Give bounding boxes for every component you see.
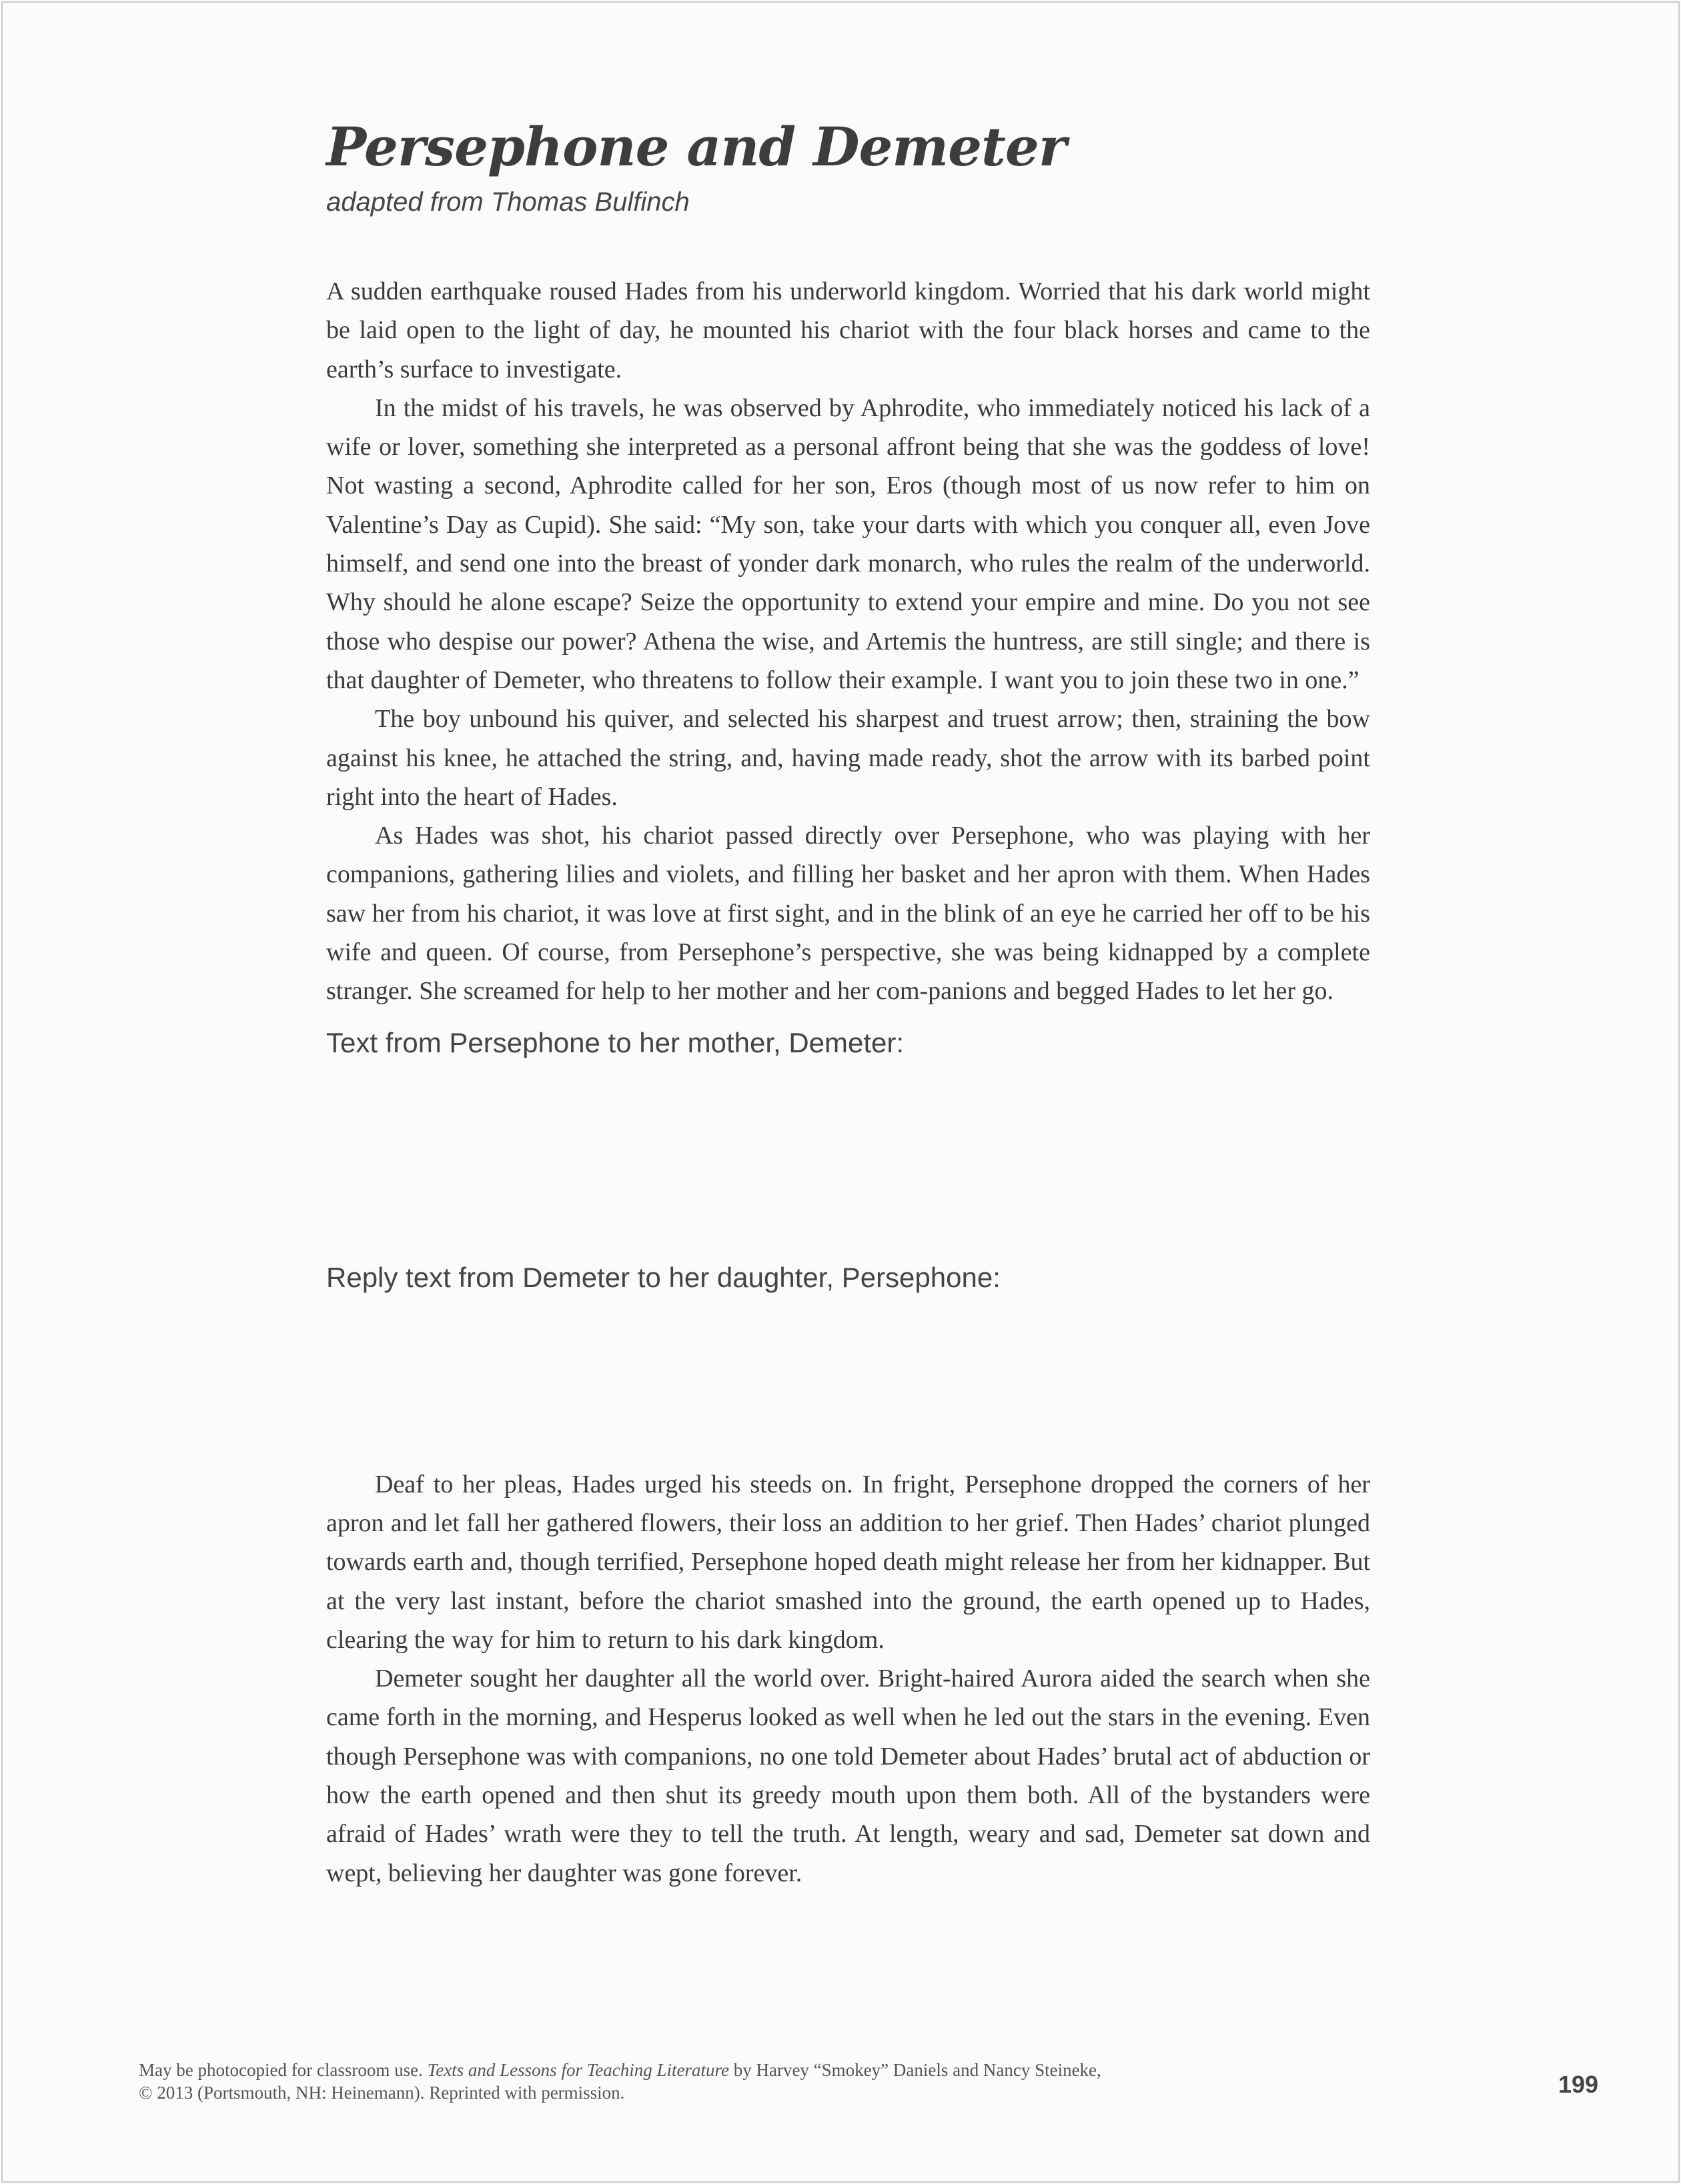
footer-line-1 xyxy=(139,2059,1406,2081)
story-paragraph: A sudden earthquake roused Hades from his underworld kingdom. Worried that his dark world might be laid open to the light of day, he mounted his chariot with the four black horses and came to the earth’s surface to investigate. xyxy=(326,277,1370,383)
page-subtitle: adapted from Thomas Bulfinch xyxy=(326,187,690,217)
footer-authors: by Harvey “Smokey” Daniels and Nancy Steineke, xyxy=(728,2060,1101,2080)
story-paragraph: Demeter sought her daughter all the world over. Bright-haired Aurora aided the search when she came forth in the morning, and Hesperus looked as well when he led out the stars in the evening. Even though Persephone was with companions, no one told Demeter about Hades’ brutal act of abduction or how the earth opened and then shut its greedy mouth upon them both. All of the bystanders were afraid of Hades’ wrath were they to tell the truth. At length, weary and sad, Demeter sat down and wept, believing her daughter was gone forever. xyxy=(326,1665,1370,1887)
story-paragraph: Deaf to her pleas, Hades urged his steeds on. In fright, Persephone dropped the corners of her apron and let fall her gathered flowers, their loss an addition to her grief. Then Hades’ chariot plunged towards earth and, though terrified, Persephone hoped death might release her from her kidnapper. But at the very last instant, before the chariot smashed into the ground, the earth opened up to Hades, clearing the way for him to return to his dark kingdom. xyxy=(326,1470,1370,1654)
writing-prompt-persephone: Text from Persephone to her mother, Demeter: xyxy=(326,1026,905,1058)
footer-copyright: © 2013 (Portsmouth, NH: Heinemann). Reprinted with permission. xyxy=(139,2083,625,2103)
page-number: 199 xyxy=(1558,2071,1599,2098)
footer-permission: May be photocopied for classroom use. xyxy=(139,2060,428,2080)
page-content xyxy=(326,113,1370,1893)
story-paragraph: As Hades was shot, his chariot passed directly over Persephone, who was playing with her companions, gathering lilies and violets, and filling her basket and her apron with them. When Hades saw her from his chariot, it was love at first sight, and in the blink of an eye he carried her off to be his wife and queen. Of course, from Persephone’s perspective, she was being kidnapped by a complete stranger. She screamed for help to her mother and her com-panions and begged Hades to let her go. xyxy=(326,822,1370,1006)
story-part-1 xyxy=(326,272,1370,1011)
answer-space-persephone xyxy=(326,1060,1370,1260)
story-paragraph: The boy unbound his quiver, and selected his sharpest and truest arrow; then, straining the bow against his knee, he attached the string, and, having made ready, shot the arrow with its barbed point right into the heart of Hades. xyxy=(326,705,1370,811)
page-title: Persephone and Demeter xyxy=(326,115,1066,178)
answer-space-demeter xyxy=(326,1295,1370,1465)
story-part-2 xyxy=(326,1465,1370,1893)
page-footer xyxy=(139,2059,1406,2104)
writing-prompt-demeter: Reply text from Demeter to her daughter, Persephone: xyxy=(326,1261,1001,1293)
story-paragraph: In the midst of his travels, he was observed by Aphrodite, who immediately noticed his lack of a wife or lover, something she interpreted as a personal affront being that she was the goddess of love! Not wasting a second, Aphrodite called for her son, Eros (though most of us now refer to him on Valentine’s Day as Cupid). She said: “My son, take your darts with which you conquer all, even Jove himself, and send one into the breast of yonder dark monarch, who rules the realm of the underworld. Why should he alone escape? Seize the opportunity to extend your empire and mine. Do you not see those who despise our power? Athena the wise, and Artemis the huntress, are still single; and there is that daughter of Demeter, who threatens to follow their example. I want you to join these two in one.” xyxy=(326,393,1370,694)
footer-book-title: Texts and Lessons for Teaching Literature xyxy=(427,2060,729,2080)
